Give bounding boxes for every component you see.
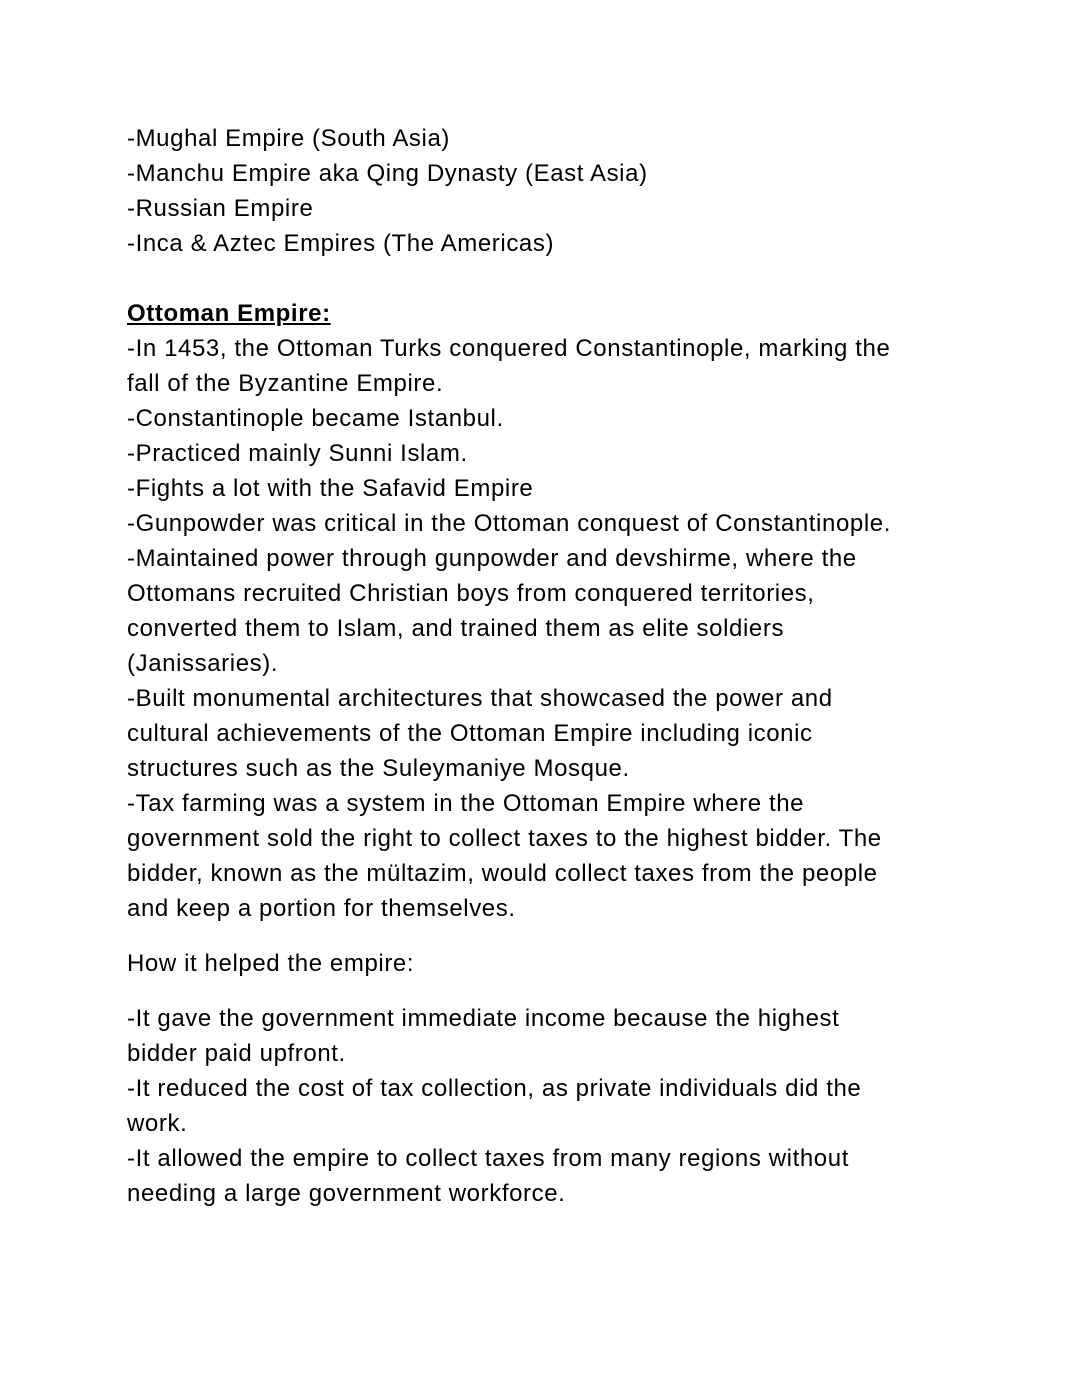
text-line: government sold the right to collect taxes to the highest bidder. The: [127, 825, 882, 852]
text-line: -Inca & Aztec Empires (The Americas): [127, 230, 555, 257]
text-line: (Janissaries).: [127, 650, 279, 677]
text-line: needing a large government workforce.: [127, 1180, 566, 1207]
text-line: -Practiced mainly Sunni Islam.: [127, 440, 468, 467]
paragraph: [127, 1001, 1025, 1211]
text-line: work.: [127, 1110, 188, 1137]
text-line: How it helped the empire:: [127, 950, 415, 977]
paragraph: [127, 946, 1025, 981]
paragraph: [127, 121, 1025, 261]
text-line: -It allowed the empire to collect taxes from many regions without: [127, 1145, 849, 1172]
text-line: -Maintained power through gunpowder and devshirme, where the: [127, 545, 857, 572]
text-line: -Constantinople became Istanbul.: [127, 405, 504, 432]
text-line: -Russian Empire: [127, 195, 314, 222]
paragraph: [127, 331, 1025, 926]
text-line: -Built monumental architectures that showcased the power and: [127, 685, 833, 712]
text-line: -Mughal Empire (South Asia): [127, 125, 450, 152]
text-line: -It gave the government immediate income because the highest: [127, 1005, 840, 1032]
text-line: -Manchu Empire aka Qing Dynasty (East Asia): [127, 160, 648, 187]
text-line: bidder paid upfront.: [127, 1040, 346, 1067]
text-line: -It reduced the cost of tax collection, as private individuals did the: [127, 1075, 862, 1102]
text-line: bidder, known as the mültazim, would collect taxes from the people: [127, 860, 878, 887]
text-line: converted them to Islam, and trained them as elite soldiers: [127, 615, 785, 642]
text-line: cultural achievements of the Ottoman Empire including iconic: [127, 720, 813, 747]
document-body: [127, 121, 1025, 1211]
text-line: -Gunpowder was critical in the Ottoman conquest of Constantinople.: [127, 510, 891, 537]
section-heading: [127, 296, 1025, 331]
text-line: -Fights a lot with the Safavid Empire: [127, 475, 534, 502]
text-line: -Tax farming was a system in the Ottoman Empire where the: [127, 790, 805, 817]
text-line: fall of the Byzantine Empire.: [127, 370, 444, 397]
text-line: Ottomans recruited Christian boys from conquered territories,: [127, 580, 815, 607]
heading-text: Ottoman Empire:: [127, 300, 331, 327]
text-line: -In 1453, the Ottoman Turks conquered Constantinople, marking the: [127, 335, 891, 362]
text-line: structures such as the Suleymaniye Mosque.: [127, 755, 630, 782]
text-line: and keep a portion for themselves.: [127, 895, 516, 922]
